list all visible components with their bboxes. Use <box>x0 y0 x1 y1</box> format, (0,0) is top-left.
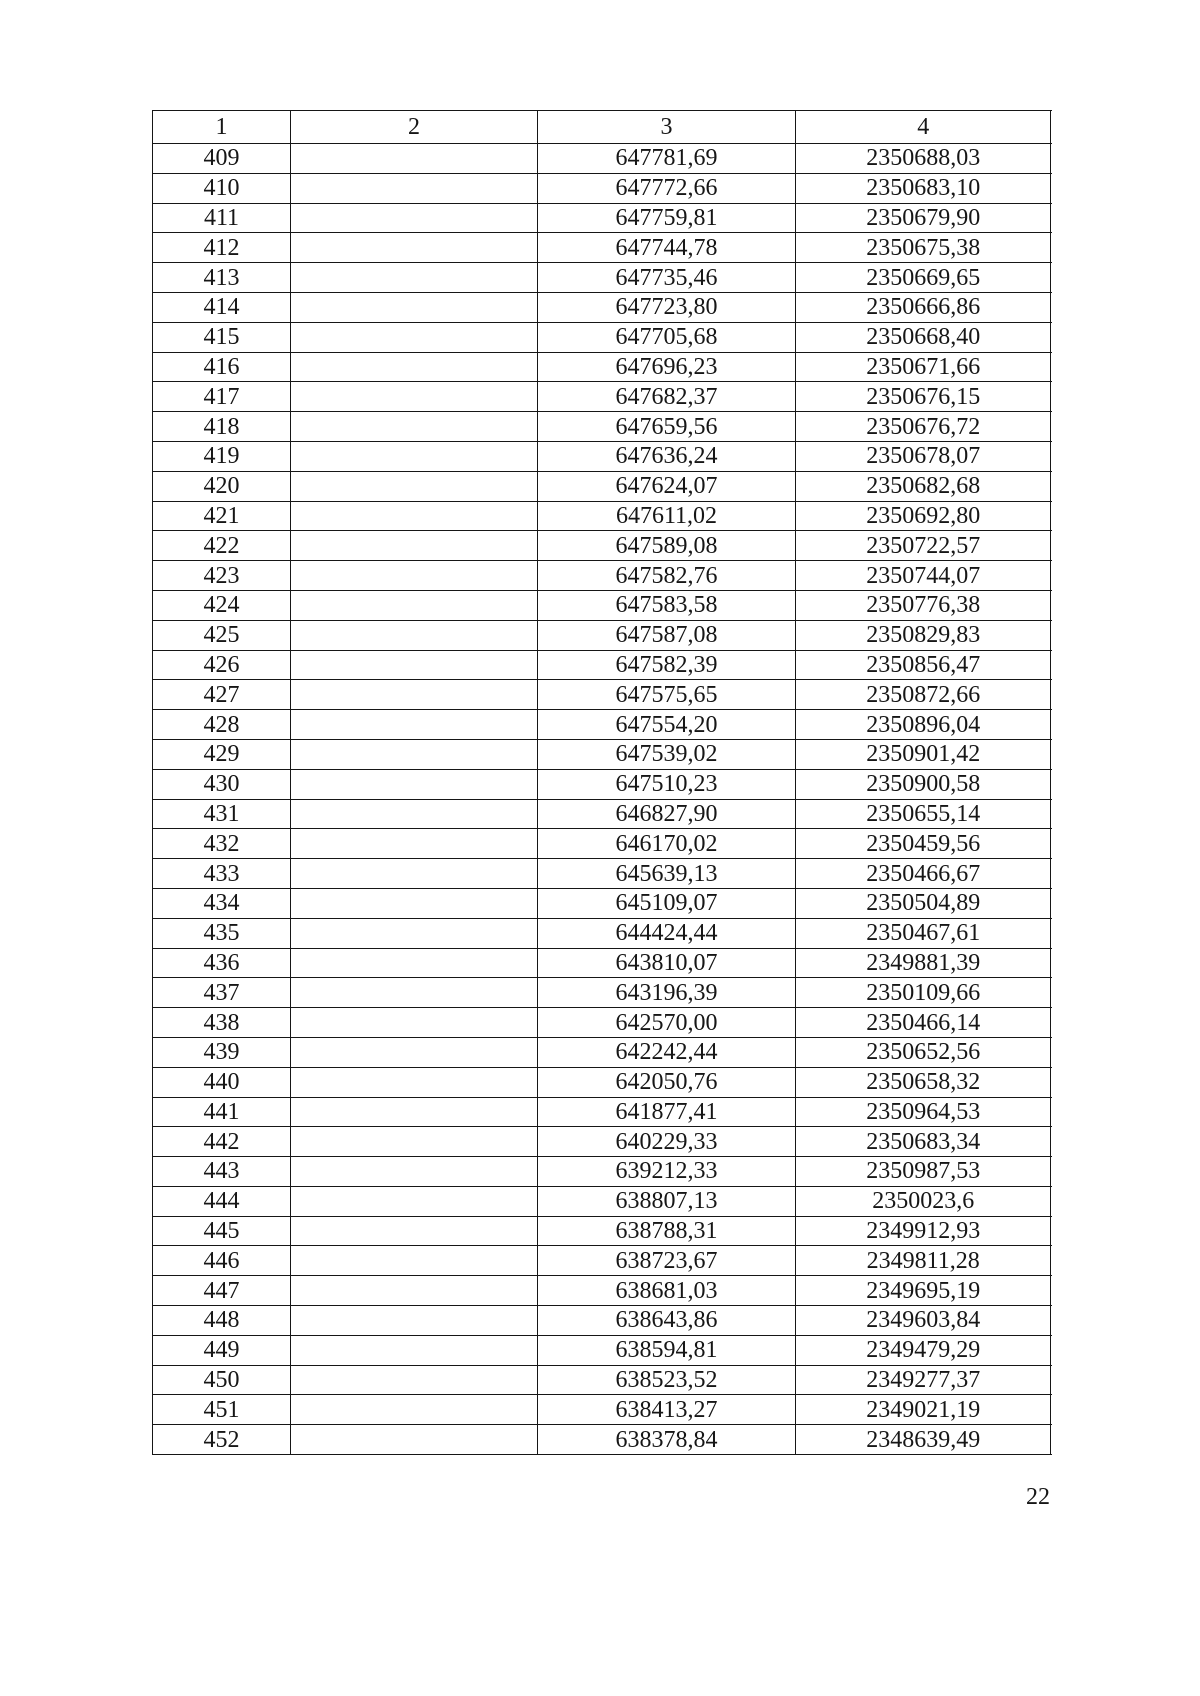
cell-y-coordinate: 2350675,38 <box>796 233 1051 262</box>
cell-col-2 <box>291 859 538 888</box>
cell-x-coordinate: 638643,86 <box>538 1306 796 1335</box>
cell-col-2 <box>291 263 538 292</box>
cell-point-number: 417 <box>153 382 291 411</box>
cell-x-coordinate: 645109,07 <box>538 889 796 918</box>
cell-col-2 <box>291 1366 538 1395</box>
table-row <box>153 1008 1052 1038</box>
cell-point-number: 442 <box>153 1127 291 1156</box>
cell-col-2 <box>291 1217 538 1246</box>
cell-x-coordinate: 638413,27 <box>538 1395 796 1424</box>
cell-x-coordinate: 640229,33 <box>538 1127 796 1156</box>
cell-y-coordinate: 2348639,49 <box>796 1425 1051 1454</box>
cell-y-coordinate: 2349811,28 <box>796 1246 1051 1275</box>
cell-y-coordinate: 2350459,56 <box>796 829 1051 858</box>
table-row <box>153 919 1052 949</box>
cell-y-coordinate: 2349912,93 <box>796 1217 1051 1246</box>
cell-x-coordinate: 642050,76 <box>538 1068 796 1097</box>
cell-col-2 <box>291 323 538 352</box>
table-body <box>153 144 1052 1455</box>
table-row <box>153 770 1052 800</box>
table-row <box>153 1246 1052 1276</box>
cell-col-2 <box>291 412 538 441</box>
cell-x-coordinate: 647723,80 <box>538 293 796 322</box>
table-row <box>153 680 1052 710</box>
cell-x-coordinate: 647582,39 <box>538 651 796 680</box>
cell-col-2 <box>291 710 538 739</box>
cell-point-number: 443 <box>153 1157 291 1186</box>
cell-x-coordinate: 647583,58 <box>538 591 796 620</box>
cell-point-number: 449 <box>153 1336 291 1365</box>
cell-point-number: 425 <box>153 621 291 650</box>
cell-x-coordinate: 638594,81 <box>538 1336 796 1365</box>
table-row <box>153 591 1052 621</box>
cell-x-coordinate: 639212,33 <box>538 1157 796 1186</box>
cell-point-number: 438 <box>153 1008 291 1037</box>
cell-point-number: 436 <box>153 949 291 978</box>
cell-y-coordinate: 2349881,39 <box>796 949 1051 978</box>
cell-x-coordinate: 647539,02 <box>538 740 796 769</box>
table-row <box>153 740 1052 770</box>
cell-point-number: 410 <box>153 174 291 203</box>
table-row <box>153 174 1052 204</box>
cell-y-coordinate: 2350109,66 <box>796 978 1051 1007</box>
header-col-1: 1 <box>153 111 291 143</box>
cell-point-number: 411 <box>153 204 291 233</box>
cell-y-coordinate: 2350676,15 <box>796 382 1051 411</box>
cell-x-coordinate: 645639,13 <box>538 859 796 888</box>
header-col-4: 4 <box>796 111 1051 143</box>
table-row <box>153 1395 1052 1425</box>
cell-x-coordinate: 647510,23 <box>538 770 796 799</box>
cell-col-2 <box>291 1187 538 1216</box>
cell-col-2 <box>291 680 538 709</box>
table-row <box>153 1098 1052 1128</box>
cell-col-2 <box>291 531 538 560</box>
cell-col-2 <box>291 949 538 978</box>
cell-col-2 <box>291 919 538 948</box>
table-row <box>153 621 1052 651</box>
cell-col-2 <box>291 174 538 203</box>
cell-point-number: 448 <box>153 1306 291 1335</box>
cell-x-coordinate: 647636,24 <box>538 442 796 471</box>
cell-x-coordinate: 647696,23 <box>538 353 796 382</box>
cell-x-coordinate: 647659,56 <box>538 412 796 441</box>
cell-x-coordinate: 647587,08 <box>538 621 796 650</box>
cell-x-coordinate: 638523,52 <box>538 1366 796 1395</box>
cell-point-number: 424 <box>153 591 291 620</box>
cell-y-coordinate: 2350683,10 <box>796 174 1051 203</box>
cell-col-2 <box>291 442 538 471</box>
cell-x-coordinate: 643810,07 <box>538 949 796 978</box>
cell-x-coordinate: 647744,78 <box>538 233 796 262</box>
cell-y-coordinate: 2350692,80 <box>796 502 1051 531</box>
cell-point-number: 418 <box>153 412 291 441</box>
cell-point-number: 414 <box>153 293 291 322</box>
cell-point-number: 434 <box>153 889 291 918</box>
cell-point-number: 451 <box>153 1395 291 1424</box>
cell-col-2 <box>291 502 538 531</box>
cell-x-coordinate: 638807,13 <box>538 1187 796 1216</box>
cell-point-number: 413 <box>153 263 291 292</box>
cell-y-coordinate: 2350688,03 <box>796 144 1051 173</box>
cell-col-2 <box>291 651 538 680</box>
cell-point-number: 429 <box>153 740 291 769</box>
table-row <box>153 829 1052 859</box>
table-row <box>153 323 1052 353</box>
coordinates-table <box>152 110 1052 1455</box>
cell-x-coordinate: 647781,69 <box>538 144 796 173</box>
cell-x-coordinate: 638723,67 <box>538 1246 796 1275</box>
cell-col-2 <box>291 561 538 590</box>
cell-point-number: 416 <box>153 353 291 382</box>
cell-col-2 <box>291 382 538 411</box>
cell-x-coordinate: 643196,39 <box>538 978 796 1007</box>
cell-point-number: 439 <box>153 1038 291 1067</box>
cell-col-2 <box>291 1425 538 1454</box>
cell-col-2 <box>291 293 538 322</box>
cell-x-coordinate: 647624,07 <box>538 472 796 501</box>
cell-y-coordinate: 2350669,65 <box>796 263 1051 292</box>
cell-y-coordinate: 2350668,40 <box>796 323 1051 352</box>
cell-col-2 <box>291 1008 538 1037</box>
cell-x-coordinate: 642242,44 <box>538 1038 796 1067</box>
cell-col-2 <box>291 472 538 501</box>
cell-point-number: 426 <box>153 651 291 680</box>
table-row <box>153 382 1052 412</box>
cell-x-coordinate: 647759,81 <box>538 204 796 233</box>
cell-y-coordinate: 2350023,6 <box>796 1187 1051 1216</box>
cell-point-number: 440 <box>153 1068 291 1097</box>
table-row <box>153 1336 1052 1366</box>
cell-point-number: 450 <box>153 1366 291 1395</box>
table-row <box>153 710 1052 740</box>
table-row <box>153 442 1052 472</box>
cell-y-coordinate: 2350671,66 <box>796 353 1051 382</box>
header-col-3: 3 <box>538 111 796 143</box>
cell-x-coordinate: 647705,68 <box>538 323 796 352</box>
cell-col-2 <box>291 1127 538 1156</box>
cell-point-number: 421 <box>153 502 291 531</box>
table-row <box>153 859 1052 889</box>
cell-point-number: 433 <box>153 859 291 888</box>
table-header-row <box>153 111 1052 144</box>
cell-point-number: 444 <box>153 1187 291 1216</box>
cell-point-number: 430 <box>153 770 291 799</box>
cell-point-number: 452 <box>153 1425 291 1454</box>
cell-y-coordinate: 2350504,89 <box>796 889 1051 918</box>
cell-col-2 <box>291 621 538 650</box>
table-row <box>153 472 1052 502</box>
cell-col-2 <box>291 1038 538 1067</box>
cell-col-2 <box>291 829 538 858</box>
table-row <box>153 889 1052 919</box>
cell-col-2 <box>291 1276 538 1305</box>
cell-point-number: 427 <box>153 680 291 709</box>
table-row <box>153 293 1052 323</box>
cell-y-coordinate: 2350856,47 <box>796 651 1051 680</box>
cell-col-2 <box>291 1157 538 1186</box>
cell-col-2 <box>291 1098 538 1127</box>
cell-x-coordinate: 647554,20 <box>538 710 796 739</box>
cell-col-2 <box>291 144 538 173</box>
cell-point-number: 419 <box>153 442 291 471</box>
cell-y-coordinate: 2350829,83 <box>796 621 1051 650</box>
cell-y-coordinate: 2350900,58 <box>796 770 1051 799</box>
cell-y-coordinate: 2349695,19 <box>796 1276 1051 1305</box>
table-row <box>153 1127 1052 1157</box>
cell-y-coordinate: 2349277,37 <box>796 1366 1051 1395</box>
cell-col-2 <box>291 1336 538 1365</box>
table-row <box>153 1276 1052 1306</box>
table-row <box>153 949 1052 979</box>
cell-y-coordinate: 2350964,53 <box>796 1098 1051 1127</box>
cell-y-coordinate: 2350679,90 <box>796 204 1051 233</box>
cell-x-coordinate: 647575,65 <box>538 680 796 709</box>
cell-x-coordinate: 647589,08 <box>538 531 796 560</box>
page-number: 22 <box>1026 1484 1050 1510</box>
cell-y-coordinate: 2350683,34 <box>796 1127 1051 1156</box>
cell-point-number: 445 <box>153 1217 291 1246</box>
cell-col-2 <box>291 800 538 829</box>
cell-x-coordinate: 638788,31 <box>538 1217 796 1246</box>
table-row <box>153 1217 1052 1247</box>
cell-point-number: 420 <box>153 472 291 501</box>
cell-col-2 <box>291 1068 538 1097</box>
header-col-2: 2 <box>291 111 538 143</box>
table-row <box>153 1425 1052 1455</box>
cell-x-coordinate: 638378,84 <box>538 1425 796 1454</box>
cell-y-coordinate: 2350682,68 <box>796 472 1051 501</box>
table-row <box>153 561 1052 591</box>
cell-y-coordinate: 2350676,72 <box>796 412 1051 441</box>
cell-col-2 <box>291 978 538 1007</box>
cell-point-number: 435 <box>153 919 291 948</box>
cell-y-coordinate: 2350722,57 <box>796 531 1051 560</box>
cell-y-coordinate: 2350987,53 <box>796 1157 1051 1186</box>
cell-point-number: 423 <box>153 561 291 590</box>
cell-y-coordinate: 2349603,84 <box>796 1306 1051 1335</box>
cell-y-coordinate: 2350466,67 <box>796 859 1051 888</box>
table-row <box>153 233 1052 263</box>
cell-x-coordinate: 641877,41 <box>538 1098 796 1127</box>
cell-col-2 <box>291 1306 538 1335</box>
cell-y-coordinate: 2350467,61 <box>796 919 1051 948</box>
cell-col-2 <box>291 740 538 769</box>
cell-point-number: 422 <box>153 531 291 560</box>
table-row <box>153 531 1052 561</box>
cell-y-coordinate: 2350896,04 <box>796 710 1051 739</box>
cell-y-coordinate: 2350744,07 <box>796 561 1051 590</box>
cell-x-coordinate: 644424,44 <box>538 919 796 948</box>
cell-col-2 <box>291 1246 538 1275</box>
cell-col-2 <box>291 591 538 620</box>
cell-col-2 <box>291 353 538 382</box>
cell-y-coordinate: 2350901,42 <box>796 740 1051 769</box>
cell-x-coordinate: 647735,46 <box>538 263 796 292</box>
table-row <box>153 1068 1052 1098</box>
table-row <box>153 800 1052 830</box>
table-row <box>153 1366 1052 1396</box>
table-row <box>153 1038 1052 1068</box>
table-row <box>153 204 1052 234</box>
cell-x-coordinate: 647682,37 <box>538 382 796 411</box>
cell-x-coordinate: 638681,03 <box>538 1276 796 1305</box>
table-row <box>153 353 1052 383</box>
cell-y-coordinate: 2350872,66 <box>796 680 1051 709</box>
cell-y-coordinate: 2350776,38 <box>796 591 1051 620</box>
cell-point-number: 409 <box>153 144 291 173</box>
cell-x-coordinate: 646827,90 <box>538 800 796 829</box>
table-row <box>153 978 1052 1008</box>
cell-col-2 <box>291 770 538 799</box>
cell-y-coordinate: 2350666,86 <box>796 293 1051 322</box>
cell-point-number: 431 <box>153 800 291 829</box>
cell-col-2 <box>291 1395 538 1424</box>
table-row <box>153 1157 1052 1187</box>
cell-point-number: 432 <box>153 829 291 858</box>
cell-point-number: 412 <box>153 233 291 262</box>
cell-x-coordinate: 647611,02 <box>538 502 796 531</box>
cell-point-number: 415 <box>153 323 291 352</box>
cell-point-number: 447 <box>153 1276 291 1305</box>
cell-y-coordinate: 2350678,07 <box>796 442 1051 471</box>
cell-x-coordinate: 642570,00 <box>538 1008 796 1037</box>
cell-point-number: 446 <box>153 1246 291 1275</box>
cell-point-number: 437 <box>153 978 291 1007</box>
cell-y-coordinate: 2350658,32 <box>796 1068 1051 1097</box>
table-row <box>153 1306 1052 1336</box>
table-row <box>153 651 1052 681</box>
table-row <box>153 263 1052 293</box>
cell-col-2 <box>291 889 538 918</box>
cell-point-number: 428 <box>153 710 291 739</box>
cell-y-coordinate: 2350655,14 <box>796 800 1051 829</box>
table-row <box>153 412 1052 442</box>
cell-x-coordinate: 647772,66 <box>538 174 796 203</box>
cell-point-number: 441 <box>153 1098 291 1127</box>
table-row <box>153 502 1052 532</box>
cell-x-coordinate: 646170,02 <box>538 829 796 858</box>
table-row <box>153 1187 1052 1217</box>
cell-col-2 <box>291 204 538 233</box>
cell-y-coordinate: 2350466,14 <box>796 1008 1051 1037</box>
cell-y-coordinate: 2350652,56 <box>796 1038 1051 1067</box>
table-row <box>153 144 1052 174</box>
cell-y-coordinate: 2349021,19 <box>796 1395 1051 1424</box>
cell-col-2 <box>291 233 538 262</box>
cell-y-coordinate: 2349479,29 <box>796 1336 1051 1365</box>
cell-x-coordinate: 647582,76 <box>538 561 796 590</box>
